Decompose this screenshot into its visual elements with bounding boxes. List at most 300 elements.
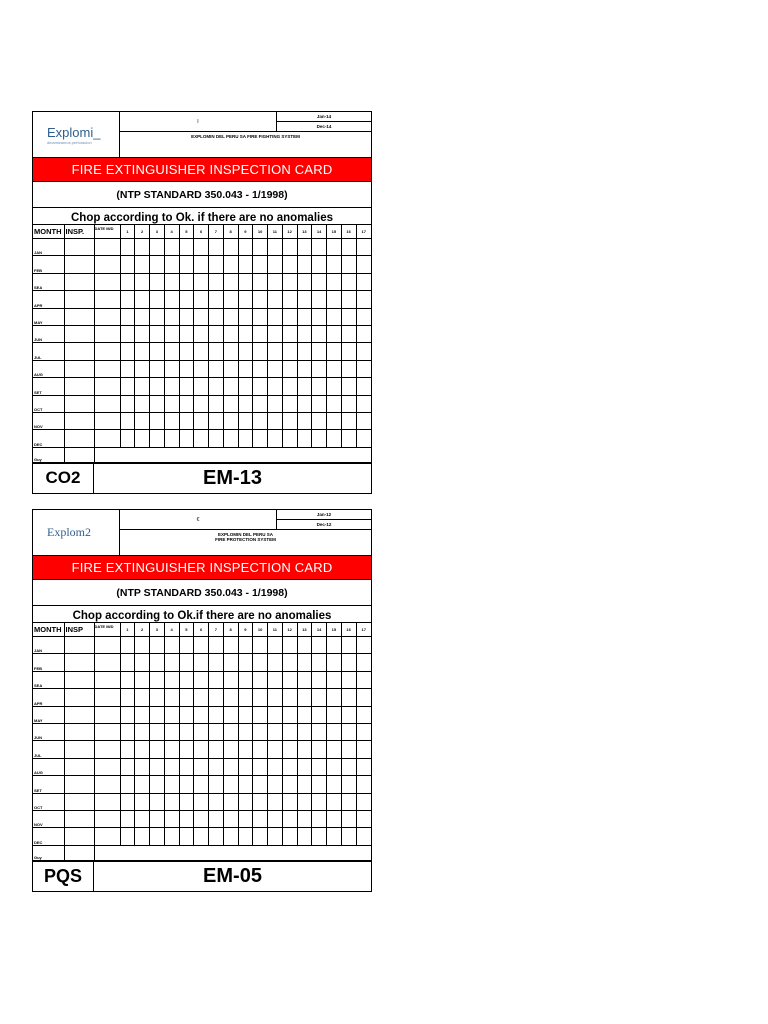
inspector-cell[interactable] [64,430,94,447]
date-cell[interactable] [94,776,120,793]
date-cell[interactable] [94,239,120,256]
check-cell[interactable] [209,723,224,740]
check-cell[interactable] [297,689,312,706]
date-cell[interactable] [94,395,120,412]
check-cell[interactable] [356,378,371,395]
check-cell[interactable] [297,671,312,688]
check-cell[interactable] [253,412,268,429]
check-cell[interactable] [312,273,327,290]
check-cell[interactable] [150,378,165,395]
check-cell[interactable] [194,758,209,775]
check-cell[interactable] [179,776,194,793]
check-cell[interactable] [341,308,356,325]
check-cell[interactable] [164,793,179,810]
check-cell[interactable] [282,395,297,412]
check-cell[interactable] [223,343,238,360]
check-cell[interactable] [179,291,194,308]
inspector-cell[interactable] [64,689,94,706]
inspector-cell[interactable] [64,256,94,273]
check-cell[interactable] [282,810,297,827]
check-cell[interactable] [179,273,194,290]
check-cell[interactable] [223,239,238,256]
check-cell[interactable] [209,343,224,360]
check-cell[interactable] [223,273,238,290]
date-cell[interactable] [94,741,120,758]
check-cell[interactable] [297,256,312,273]
check-cell[interactable] [194,828,209,845]
check-cell[interactable] [312,291,327,308]
check-cell[interactable] [312,758,327,775]
check-cell[interactable] [356,430,371,447]
inspector-cell[interactable] [64,671,94,688]
check-cell[interactable] [120,654,135,671]
check-cell[interactable] [253,741,268,758]
check-cell[interactable] [238,776,253,793]
check-cell[interactable] [164,273,179,290]
check-cell[interactable] [297,325,312,342]
check-cell[interactable] [150,671,165,688]
check-cell[interactable] [120,776,135,793]
check-cell[interactable] [327,689,342,706]
remarks-cell[interactable] [94,447,371,462]
check-cell[interactable] [194,308,209,325]
check-cell[interactable] [341,637,356,654]
check-cell[interactable] [327,758,342,775]
check-cell[interactable] [297,637,312,654]
check-cell[interactable] [164,741,179,758]
check-cell[interactable] [341,706,356,723]
check-cell[interactable] [209,776,224,793]
check-cell[interactable] [150,291,165,308]
check-cell[interactable] [253,273,268,290]
check-cell[interactable] [150,256,165,273]
check-cell[interactable] [341,671,356,688]
check-cell[interactable] [312,378,327,395]
check-cell[interactable] [120,308,135,325]
check-cell[interactable] [282,325,297,342]
check-cell[interactable] [297,412,312,429]
check-cell[interactable] [238,706,253,723]
check-cell[interactable] [327,308,342,325]
check-cell[interactable] [120,412,135,429]
check-cell[interactable] [341,395,356,412]
check-cell[interactable] [268,378,283,395]
check-cell[interactable] [238,395,253,412]
check-cell[interactable] [327,723,342,740]
check-cell[interactable] [268,256,283,273]
check-cell[interactable] [327,828,342,845]
check-cell[interactable] [194,776,209,793]
check-cell[interactable] [327,412,342,429]
check-cell[interactable] [120,430,135,447]
check-cell[interactable] [209,395,224,412]
check-cell[interactable] [297,291,312,308]
check-cell[interactable] [179,706,194,723]
check-cell[interactable] [179,741,194,758]
check-cell[interactable] [223,776,238,793]
inspector-cell[interactable] [64,360,94,377]
check-cell[interactable] [150,706,165,723]
check-cell[interactable] [120,256,135,273]
check-cell[interactable] [135,671,150,688]
check-cell[interactable] [120,239,135,256]
check-cell[interactable] [297,723,312,740]
date-cell[interactable] [94,378,120,395]
inspector-cell[interactable] [64,810,94,827]
check-cell[interactable] [238,325,253,342]
check-cell[interactable] [356,723,371,740]
check-cell[interactable] [268,793,283,810]
check-cell[interactable] [209,637,224,654]
check-cell[interactable] [312,308,327,325]
check-cell[interactable] [194,239,209,256]
check-cell[interactable] [282,793,297,810]
check-cell[interactable] [356,308,371,325]
check-cell[interactable] [312,239,327,256]
check-cell[interactable] [356,395,371,412]
inspector-cell[interactable] [64,378,94,395]
check-cell[interactable] [282,741,297,758]
check-cell[interactable] [223,291,238,308]
check-cell[interactable] [253,239,268,256]
check-cell[interactable] [268,343,283,360]
check-cell[interactable] [327,637,342,654]
check-cell[interactable] [238,360,253,377]
check-cell[interactable] [150,810,165,827]
check-cell[interactable] [120,360,135,377]
check-cell[interactable] [120,810,135,827]
date-cell[interactable] [94,637,120,654]
check-cell[interactable] [253,776,268,793]
check-cell[interactable] [194,810,209,827]
check-cell[interactable] [209,325,224,342]
check-cell[interactable] [238,654,253,671]
check-cell[interactable] [135,239,150,256]
check-cell[interactable] [341,828,356,845]
check-cell[interactable] [209,430,224,447]
check-cell[interactable] [194,706,209,723]
check-cell[interactable] [356,654,371,671]
check-cell[interactable] [341,689,356,706]
check-cell[interactable] [297,308,312,325]
check-cell[interactable] [341,273,356,290]
check-cell[interactable] [194,325,209,342]
check-cell[interactable] [179,654,194,671]
check-cell[interactable] [223,360,238,377]
remarks-cell[interactable] [94,845,371,860]
check-cell[interactable] [297,654,312,671]
check-cell[interactable] [253,706,268,723]
check-cell[interactable] [268,654,283,671]
check-cell[interactable] [120,723,135,740]
check-cell[interactable] [150,828,165,845]
check-cell[interactable] [238,637,253,654]
check-cell[interactable] [150,793,165,810]
check-cell[interactable] [253,360,268,377]
check-cell[interactable] [327,239,342,256]
check-cell[interactable] [194,360,209,377]
check-cell[interactable] [164,637,179,654]
check-cell[interactable] [135,412,150,429]
check-cell[interactable] [135,395,150,412]
check-cell[interactable] [341,810,356,827]
check-cell[interactable] [150,723,165,740]
check-cell[interactable] [120,828,135,845]
check-cell[interactable] [223,758,238,775]
check-cell[interactable] [282,654,297,671]
check-cell[interactable] [179,360,194,377]
check-cell[interactable] [238,758,253,775]
check-cell[interactable] [164,689,179,706]
check-cell[interactable] [253,758,268,775]
date-cell[interactable] [94,723,120,740]
check-cell[interactable] [327,360,342,377]
check-cell[interactable] [238,689,253,706]
check-cell[interactable] [179,810,194,827]
check-cell[interactable] [253,430,268,447]
check-cell[interactable] [223,671,238,688]
check-cell[interactable] [312,776,327,793]
check-cell[interactable] [238,671,253,688]
check-cell[interactable] [150,308,165,325]
check-cell[interactable] [209,412,224,429]
check-cell[interactable] [268,360,283,377]
check-cell[interactable] [312,810,327,827]
check-cell[interactable] [135,360,150,377]
check-cell[interactable] [164,810,179,827]
check-cell[interactable] [312,412,327,429]
check-cell[interactable] [179,378,194,395]
check-cell[interactable] [135,793,150,810]
check-cell[interactable] [312,343,327,360]
check-cell[interactable] [150,412,165,429]
check-cell[interactable] [356,273,371,290]
check-cell[interactable] [209,741,224,758]
inspector-cell[interactable] [64,447,94,462]
check-cell[interactable] [164,654,179,671]
check-cell[interactable] [150,360,165,377]
check-cell[interactable] [135,706,150,723]
date-cell[interactable] [94,308,120,325]
check-cell[interactable] [120,273,135,290]
check-cell[interactable] [297,828,312,845]
check-cell[interactable] [179,793,194,810]
check-cell[interactable] [282,412,297,429]
check-cell[interactable] [238,430,253,447]
check-cell[interactable] [341,654,356,671]
check-cell[interactable] [135,810,150,827]
check-cell[interactable] [268,395,283,412]
check-cell[interactable] [238,412,253,429]
check-cell[interactable] [341,378,356,395]
check-cell[interactable] [341,360,356,377]
check-cell[interactable] [268,291,283,308]
check-cell[interactable] [135,723,150,740]
check-cell[interactable] [282,308,297,325]
check-cell[interactable] [164,412,179,429]
check-cell[interactable] [238,741,253,758]
check-cell[interactable] [194,256,209,273]
check-cell[interactable] [327,671,342,688]
check-cell[interactable] [209,758,224,775]
check-cell[interactable] [179,671,194,688]
check-cell[interactable] [209,273,224,290]
check-cell[interactable] [179,689,194,706]
check-cell[interactable] [194,395,209,412]
check-cell[interactable] [356,689,371,706]
check-cell[interactable] [356,741,371,758]
check-cell[interactable] [356,412,371,429]
check-cell[interactable] [268,689,283,706]
check-cell[interactable] [282,343,297,360]
check-cell[interactable] [120,793,135,810]
check-cell[interactable] [268,239,283,256]
inspector-cell[interactable] [64,395,94,412]
check-cell[interactable] [120,637,135,654]
check-cell[interactable] [164,395,179,412]
check-cell[interactable] [194,430,209,447]
check-cell[interactable] [297,793,312,810]
check-cell[interactable] [179,343,194,360]
check-cell[interactable] [135,325,150,342]
check-cell[interactable] [253,343,268,360]
check-cell[interactable] [194,291,209,308]
check-cell[interactable] [164,723,179,740]
check-cell[interactable] [297,378,312,395]
check-cell[interactable] [282,637,297,654]
check-cell[interactable] [282,430,297,447]
date-cell[interactable] [94,793,120,810]
check-cell[interactable] [164,239,179,256]
check-cell[interactable] [179,308,194,325]
check-cell[interactable] [135,689,150,706]
check-cell[interactable] [268,723,283,740]
check-cell[interactable] [356,776,371,793]
check-cell[interactable] [223,308,238,325]
check-cell[interactable] [312,706,327,723]
check-cell[interactable] [150,776,165,793]
check-cell[interactable] [312,395,327,412]
check-cell[interactable] [253,689,268,706]
check-cell[interactable] [341,239,356,256]
check-cell[interactable] [194,343,209,360]
check-cell[interactable] [356,360,371,377]
check-cell[interactable] [194,637,209,654]
check-cell[interactable] [297,239,312,256]
date-cell[interactable] [94,828,120,845]
check-cell[interactable] [209,360,224,377]
check-cell[interactable] [223,654,238,671]
check-cell[interactable] [282,723,297,740]
date-cell[interactable] [94,273,120,290]
check-cell[interactable] [356,343,371,360]
check-cell[interactable] [179,395,194,412]
check-cell[interactable] [327,256,342,273]
check-cell[interactable] [253,810,268,827]
check-cell[interactable] [268,637,283,654]
check-cell[interactable] [238,291,253,308]
check-cell[interactable] [253,308,268,325]
check-cell[interactable] [268,430,283,447]
check-cell[interactable] [135,741,150,758]
check-cell[interactable] [312,671,327,688]
check-cell[interactable] [150,325,165,342]
check-cell[interactable] [327,741,342,758]
check-cell[interactable] [356,706,371,723]
check-cell[interactable] [356,239,371,256]
check-cell[interactable] [223,793,238,810]
check-cell[interactable] [194,793,209,810]
check-cell[interactable] [238,810,253,827]
check-cell[interactable] [150,239,165,256]
check-cell[interactable] [253,828,268,845]
check-cell[interactable] [194,378,209,395]
check-cell[interactable] [297,758,312,775]
check-cell[interactable] [179,828,194,845]
check-cell[interactable] [356,793,371,810]
check-cell[interactable] [135,308,150,325]
check-cell[interactable] [223,412,238,429]
inspector-cell[interactable] [64,706,94,723]
inspector-cell[interactable] [64,637,94,654]
check-cell[interactable] [150,430,165,447]
check-cell[interactable] [282,689,297,706]
check-cell[interactable] [194,689,209,706]
check-cell[interactable] [135,378,150,395]
check-cell[interactable] [268,671,283,688]
check-cell[interactable] [312,793,327,810]
check-cell[interactable] [282,291,297,308]
check-cell[interactable] [209,654,224,671]
check-cell[interactable] [120,741,135,758]
check-cell[interactable] [135,430,150,447]
check-cell[interactable] [253,654,268,671]
check-cell[interactable] [179,723,194,740]
check-cell[interactable] [150,654,165,671]
check-cell[interactable] [327,325,342,342]
date-cell[interactable] [94,654,120,671]
check-cell[interactable] [150,637,165,654]
inspector-cell[interactable] [64,723,94,740]
check-cell[interactable] [223,256,238,273]
check-cell[interactable] [268,758,283,775]
check-cell[interactable] [282,758,297,775]
check-cell[interactable] [209,671,224,688]
check-cell[interactable] [209,706,224,723]
check-cell[interactable] [223,706,238,723]
check-cell[interactable] [238,343,253,360]
check-cell[interactable] [238,828,253,845]
date-cell[interactable] [94,671,120,688]
check-cell[interactable] [268,412,283,429]
check-cell[interactable] [297,273,312,290]
check-cell[interactable] [238,723,253,740]
inspector-cell[interactable] [64,412,94,429]
check-cell[interactable] [268,828,283,845]
date-cell[interactable] [94,325,120,342]
check-cell[interactable] [135,654,150,671]
check-cell[interactable] [209,810,224,827]
check-cell[interactable] [312,430,327,447]
date-cell[interactable] [94,291,120,308]
check-cell[interactable] [238,273,253,290]
check-cell[interactable] [327,343,342,360]
check-cell[interactable] [268,273,283,290]
check-cell[interactable] [282,706,297,723]
check-cell[interactable] [327,273,342,290]
check-cell[interactable] [327,706,342,723]
check-cell[interactable] [209,239,224,256]
